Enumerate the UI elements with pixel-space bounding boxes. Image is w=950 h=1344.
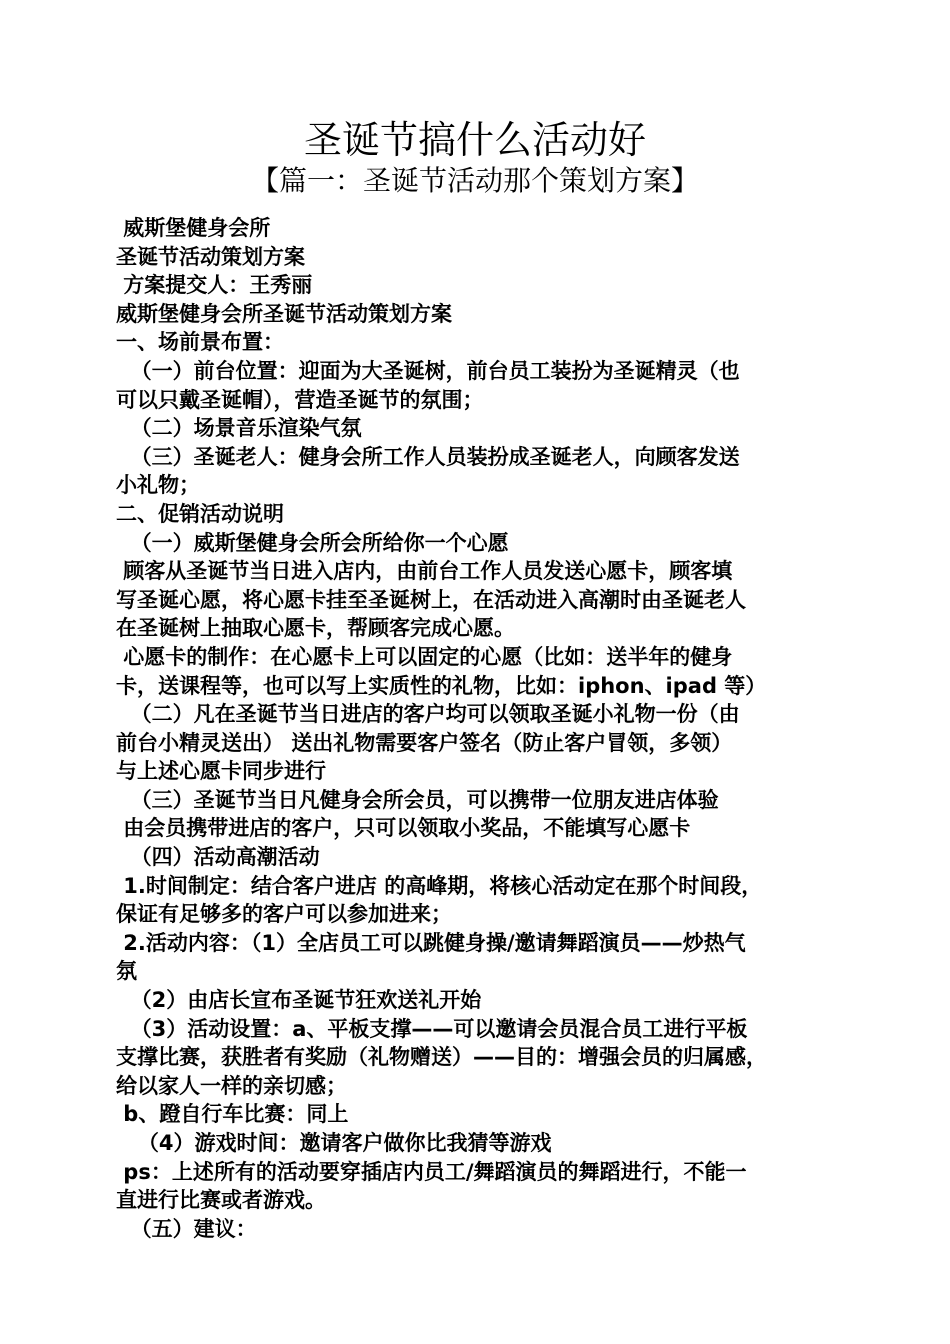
text-line: 保证有足够多的客户可以参加进来；: [116, 902, 452, 927]
text-line: （四）活动高潮活动: [116, 845, 320, 870]
text-line: 可以只戴圣诞帽），营造圣诞节的氛围；: [116, 387, 484, 412]
text-line: 卡，送课程等，也可以写上实质性的礼物，比如：iphon、ipad 等）: [116, 673, 767, 698]
page-title: 圣诞节搞什么活动好: [303, 118, 646, 162]
text-line: 顾客从圣诞节当日进入店内，由前台工作人员发送心愿卡，顾客填: [116, 559, 733, 584]
text-line: ps：上述所有的活动要穿插店内员工/舞蹈演员的舞蹈进行，不能一: [116, 1159, 747, 1184]
text-line: （2）由店长宣布圣诞节狂欢送礼开始: [116, 988, 482, 1013]
text-line: （4）游戏时间：邀请客户做你比我猜等游戏: [116, 1131, 552, 1155]
text-line: 1.时间制定：结合客户进店 的高峰期，将核心活动定在那个时间段，: [116, 873, 763, 898]
page-subtitle: 【篇一：圣诞节活动那个策划方案】: [250, 164, 699, 197]
text-line: 在圣诞树上抽取心愿卡，帮顾客完成心愿。: [116, 616, 515, 641]
text-line: 心愿卡的制作：在心愿卡上可以固定的心愿（比如：送半年的健身: [116, 644, 733, 669]
text-line: 由会员携带进店的客户，只可以领取小奖品，不能填写心愿卡: [116, 816, 691, 841]
text-line: 支撑比赛，获胜者有奖励（礼物赠送）——目的：增强会员的归属感，: [116, 1045, 767, 1070]
text-line: b、蹬自行车比赛：同上: [116, 1102, 349, 1127]
text-line: 圣诞节活动策划方案: [116, 244, 305, 269]
text-line: 方案提交人：王秀丽: [116, 273, 313, 298]
text-line: 2.活动内容：（1）全店员工可以跳健身操/邀请舞蹈演员——炒热气: [116, 930, 746, 955]
text-line: 威斯堡健身会所圣诞节活动策划方案: [116, 301, 452, 326]
text-line: 与上述心愿卡同步进行: [116, 759, 326, 784]
text-line: 二、促销活动说明: [116, 501, 284, 526]
text-line: 写圣诞心愿，将心愿卡挂至圣诞树上，在活动进入高潮时由圣诞老人: [116, 587, 746, 612]
text-line: （一）前台位置：迎面为大圣诞树，前台员工装扮为圣诞精灵（也: [116, 358, 740, 383]
text-line: （五）建议：: [116, 1216, 257, 1241]
text-line: 一、场前景布置：: [116, 330, 284, 355]
text-line: 小礼物；: [116, 473, 200, 498]
text-line: 威斯堡健身会所: [116, 216, 271, 240]
text-line: 前台小精灵送出） 送出礼物需要客户签名（防止客户冒领，多领）: [116, 730, 733, 755]
text-line: （二）场景音乐渲染气氛: [116, 416, 362, 441]
text-line: （三）圣诞节当日凡健身会所会员，可以携带一位朋友进店体验: [116, 787, 719, 812]
text-line: 直进行比赛或者游戏。: [116, 1188, 326, 1213]
text-line: 氛: [116, 959, 137, 984]
text-line: （3）活动设置：a、平板支撑——可以邀请会员混合员工进行平板: [116, 1016, 748, 1041]
text-line: （一）威斯堡健身会所会所给你一个心愿: [116, 530, 509, 555]
text-line: （二）凡在圣诞节当日进店的客户均可以领取圣诞小礼物一份（由: [116, 702, 740, 727]
text-line: （三）圣诞老人：健身会所工作人员装扮成圣诞老人，向顾客发送: [116, 444, 740, 469]
text-line: 给以家人一样的亲切感；: [116, 1073, 347, 1098]
document-body: [116, 214, 846, 1243]
